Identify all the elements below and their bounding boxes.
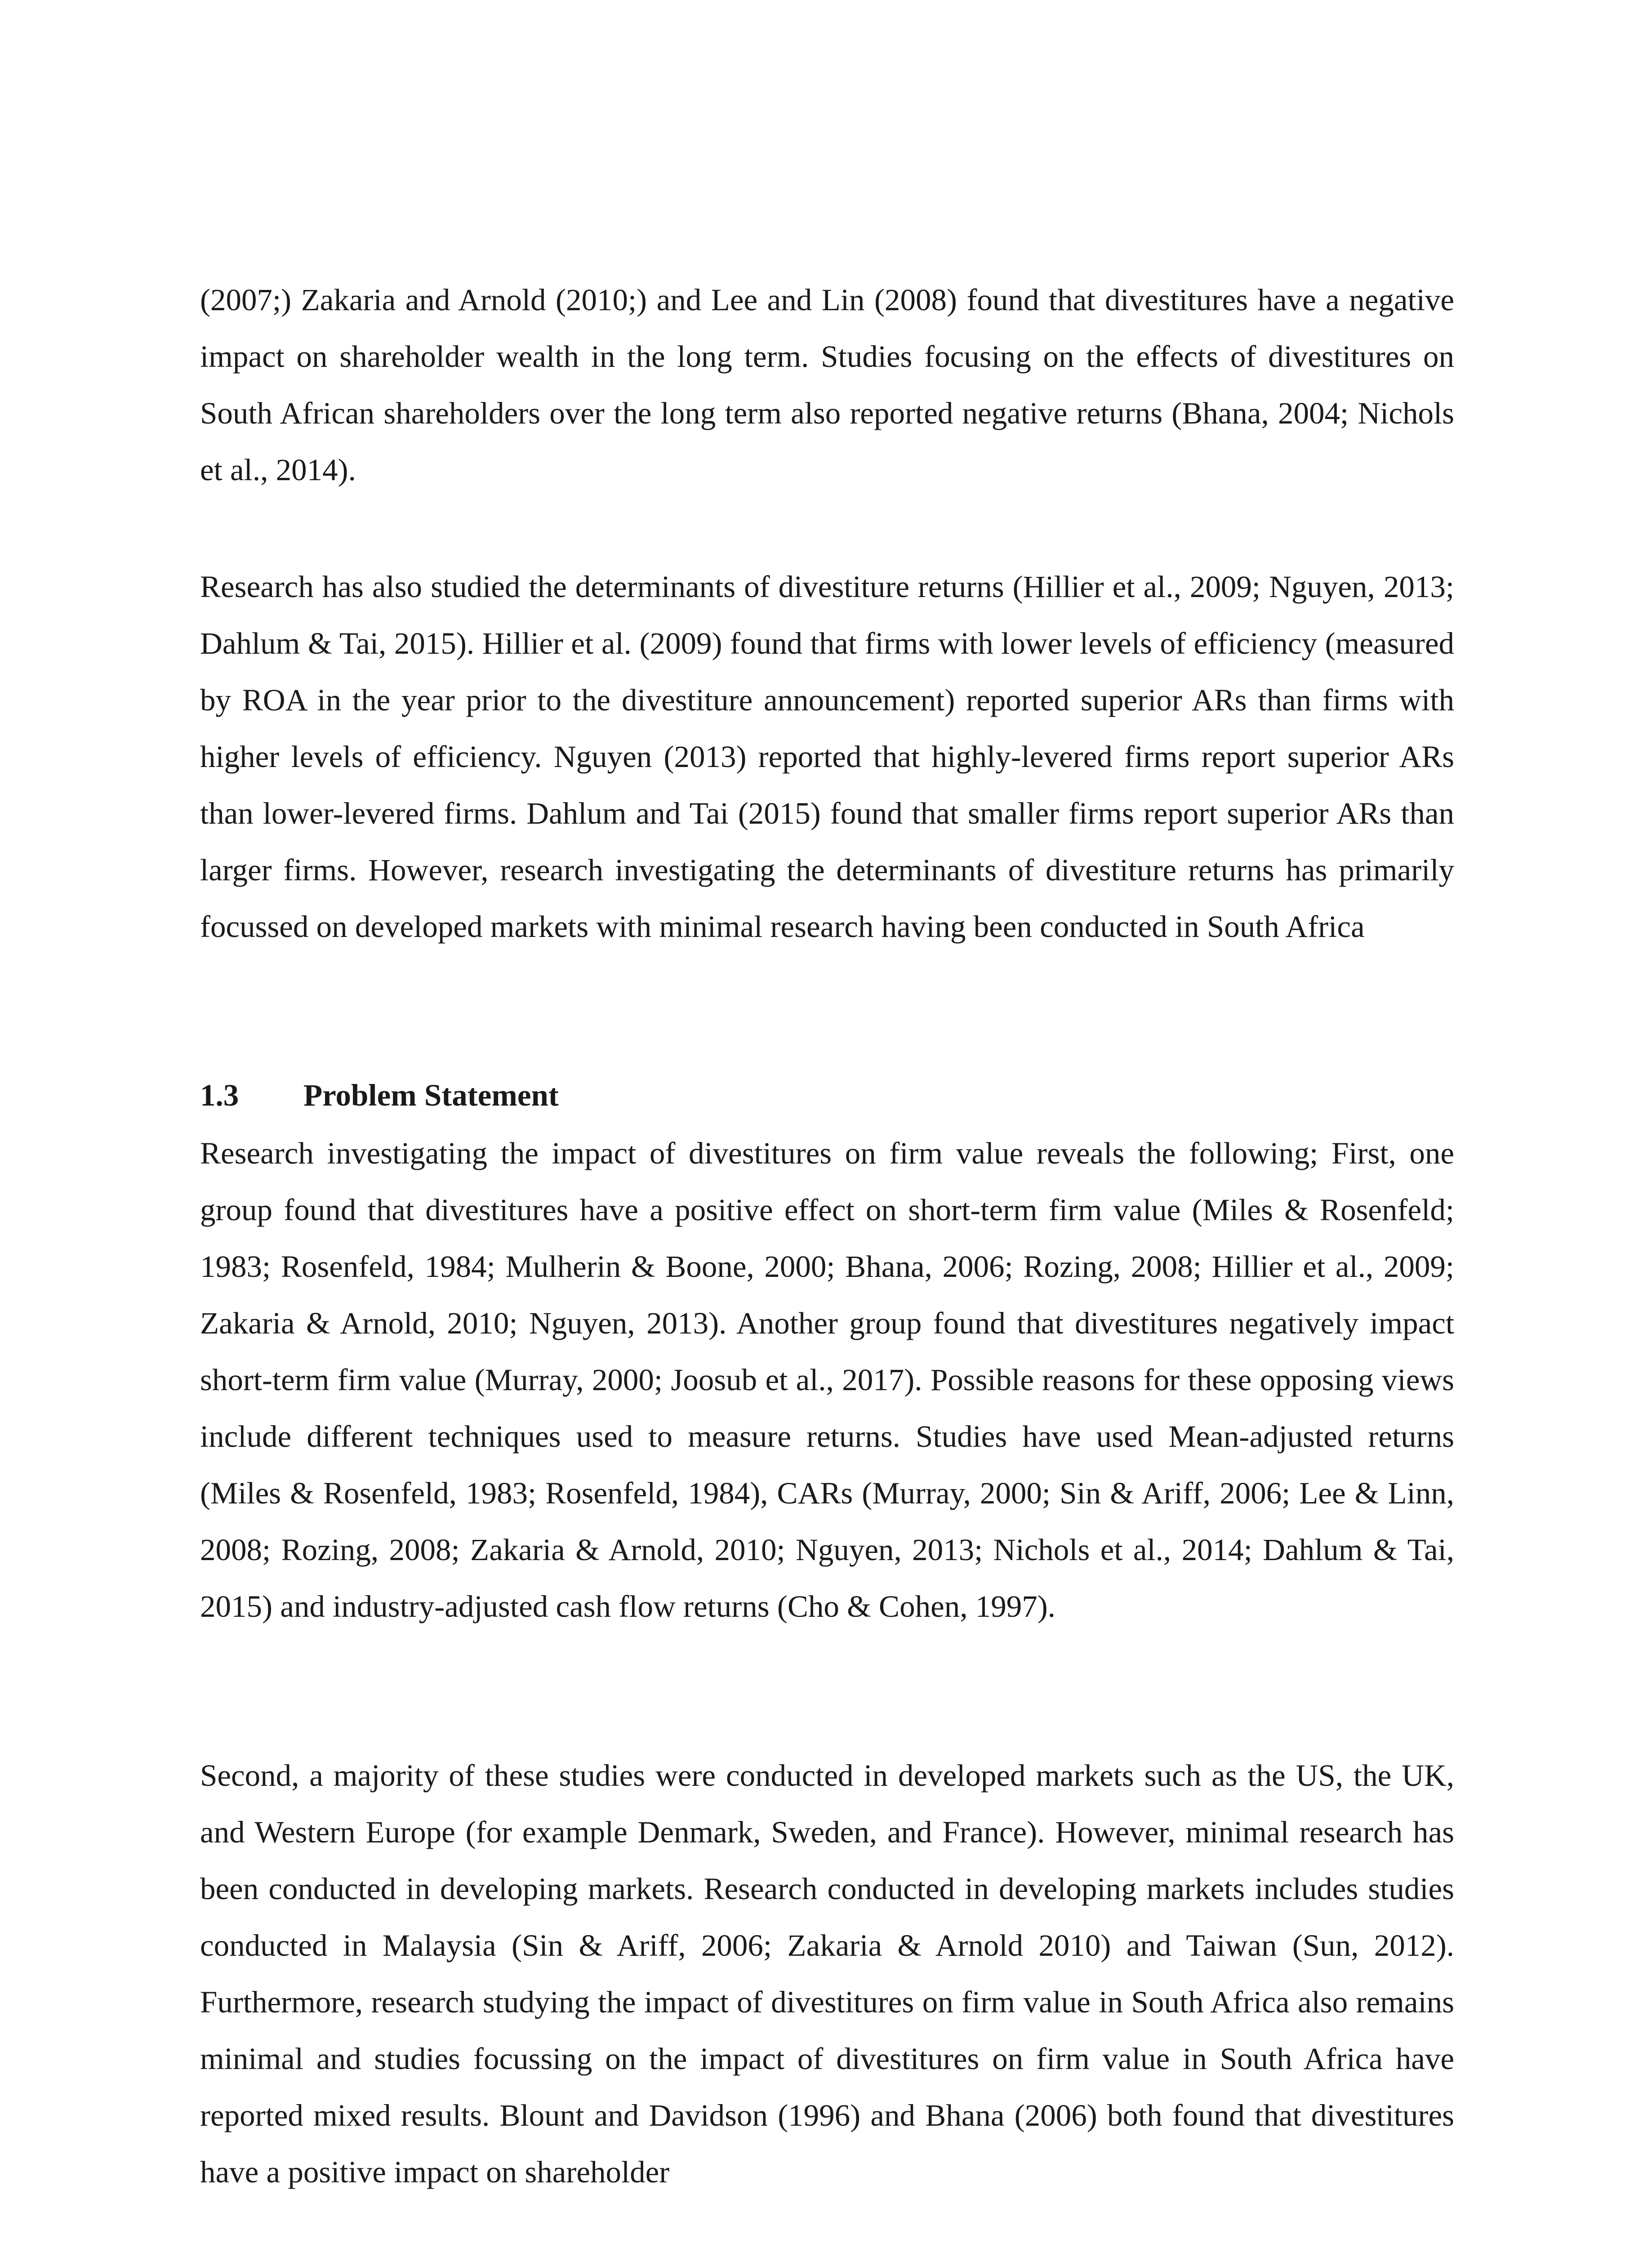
section-heading [200,1067,559,1124]
section-number: 1.3 [200,1078,239,1112]
paragraph-problem-first: Research investigating the impact of divestitures on firm value reveals the following; First, one group found that divestitures have a positive effect on short-term firm value (Miles & Rosenfeld; 1983; Rosenfeld, 1984; Mulherin & Boone, 2000; Bhana, 2006; Rozing, 2008; Hillier et al., 2009; Zakaria & Arnold, 2010; Nguyen, 2013). Another group found that divestitures negatively impact short-term firm value (Murray, 2000; Joosub et al., 2017). Possible reasons for these opposing views include different techniques used to measure returns. Studies have used Mean-adjusted returns (Miles & Rosenfeld, 1983; Rosenfeld, 1984), CARs (Murray, 2000; Sin & Ariff, 2006; Lee & Linn, 2008; Rozing, 2008; Zakaria & Arnold, 2010; Nguyen, 2013; Nichols et al., 2014; Dahlum & Tai, 2015) and industry-adjusted cash flow returns (Cho & Cohen, 1997). [200,1136,1454,1624]
paragraph-determinants: Research has also studied the determinants of divestiture returns (Hillier et al., 2009; Nguyen, 2013; Dahlum & Tai, 2015). Hillier et al. (2009) found that firms with lower levels of efficiency (measured by ROA in the year prior to the divestiture announcement) reported superior ARs than firms with higher levels of efficiency. Nguyen (2013) reported that highly-levered firms report superior ARs than lower-levered firms. Dahlum and Tai (2015) found that smaller firms report superior ARs than larger firms. However, research investigating the determinants of divestiture returns has primarily focussed on developed markets with minimal research having been conducted in South Africa [200,570,1454,944]
paragraph-problem-second: Second, a majority of these studies were conducted in developed markets such as the US, the UK, and Western Europe (for example Denmark, Sweden, and France). However, minimal research has been conducted in developing markets. Research conducted in developing markets includes studies conducted in Malaysia (Sin & Ariff, 2006; Zakaria & Arnold 2010) and Taiwan (Sun, 2012). Furthermore, research studying the impact of divestitures on firm value in South Africa also remains minimal and studies focussing on the impact of divestitures on firm value in South Africa have reported mixed results. Blount and Davidson (1996) and Bhana (2006) both found that divestitures have a positive impact on shareholder [200,1758,1454,2189]
paragraph-long-term-returns: (2007;) Zakaria and Arnold (2010;) and Lee and Lin (2008) found that divestitures have a negative impact on shareholder wealth in the long term. Studies focusing on the effects of divestitures on South African shareholders over the long term also reported negative returns (Bhana, 2004; Nichols et al., 2014). [200,283,1454,487]
page-number [1436,2244,1454,2248]
section-title: Problem Statement [303,1078,559,1112]
